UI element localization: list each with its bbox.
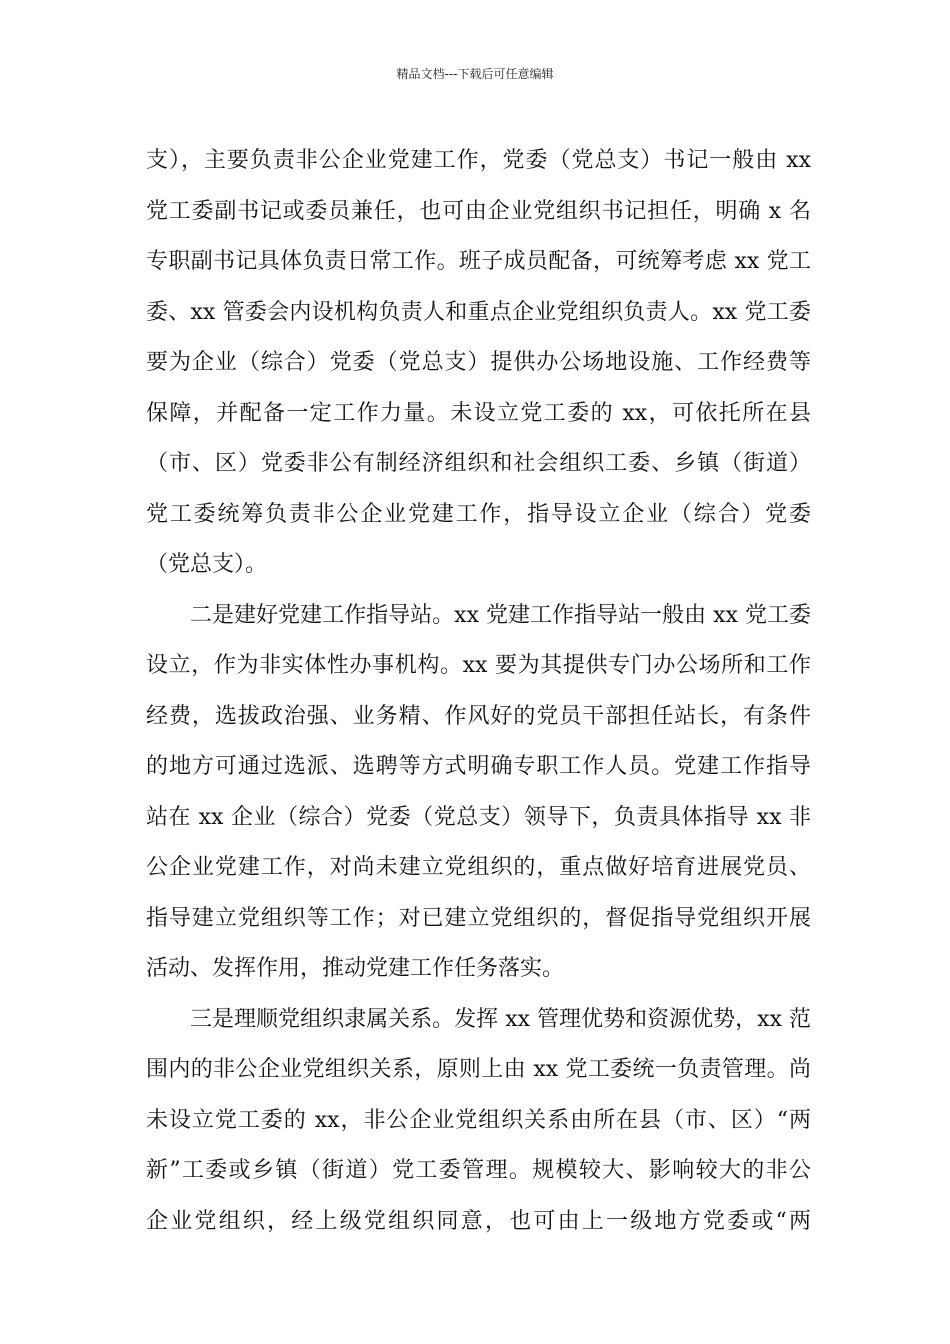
text-line: 企业党组织，经上级党组织同意，也可由上一级地方党委或“两 (146, 1208, 811, 1234)
paragraph (146, 136, 811, 591)
text-line: 未设立党工委的 xx，非公企业党组织关系由所在县（市、区）“两 (146, 1107, 811, 1133)
text-line: 站在 xx 企业（综合）党委（党总支）领导下，负责具体指导 xx 非 (146, 804, 811, 830)
text-line: 党工委副书记或委员兼任，也可由企业党组织书记担任，明确 x 名 (146, 198, 811, 224)
text-line: 围内的非公企业党组织关系，原则上由 xx 党工委统一负责管理。尚 (146, 1057, 811, 1082)
text-line: 三是理顺党组织隶属关系。发挥 xx 管理优势和资源优势，xx 范 (190, 1006, 811, 1032)
text-line: 经费，选拔政治强、业务精、作风好的党员干部担任站长，有条件 (146, 703, 811, 729)
text-line: 要为企业（综合）党委（党总支）提供办公场地设施、工作经费等 (146, 350, 811, 375)
text-line: 党工委统筹负责非公企业党建工作，指导设立企业（综合）党委 (146, 501, 811, 527)
paragraph (146, 591, 811, 995)
text-line: 二是建好党建工作指导站。xx 党建工作指导站一般由 xx 党工委 (190, 602, 811, 628)
text-line: 新”工委或乡镇（街道）党工委管理。规模较大、影响较大的非公 (146, 1158, 811, 1183)
text-line: 的地方可通过选派、选聘等方式明确专职工作人员。党建工作指导 (146, 754, 811, 779)
text-line: 支），主要负责非公企业党建工作，党委（党总支）书记一般由 xx (146, 148, 811, 173)
text-line: 专职副书记具体负责日常工作。班子成员配备，可统筹考虑 xx 党工 (146, 249, 811, 274)
text-line: 保障，并配备一定工作力量。未设立党工委的 xx，可依托所在县 (146, 400, 811, 426)
page-header: 精品文档---下载后可任意编辑 (396, 67, 554, 81)
text-line: 公企业党建工作，对尚未建立党组织的，重点做好培育进展党员、 (146, 855, 811, 880)
paragraph (146, 995, 811, 1248)
document-body (146, 136, 811, 1247)
text-line: 委、xx 管委会内设机构负责人和重点企业党组织负责人。xx 党工委 (146, 299, 811, 325)
text-line: （市、区）党委非公有制经济组织和社会组织工委、乡镇（街道） (146, 451, 811, 476)
text-line: 活动、发挥作用，推动党建工作任务落实。 (146, 956, 565, 981)
text-line: （党总支）。 (146, 552, 268, 577)
text-line: 指导建立党组织等工作；对已建立党组织的，督促指导党组织开展 (146, 905, 811, 931)
text-line: 设立，作为非实体性办事机构。xx 要为其提供专门办公场所和工作 (146, 653, 811, 678)
